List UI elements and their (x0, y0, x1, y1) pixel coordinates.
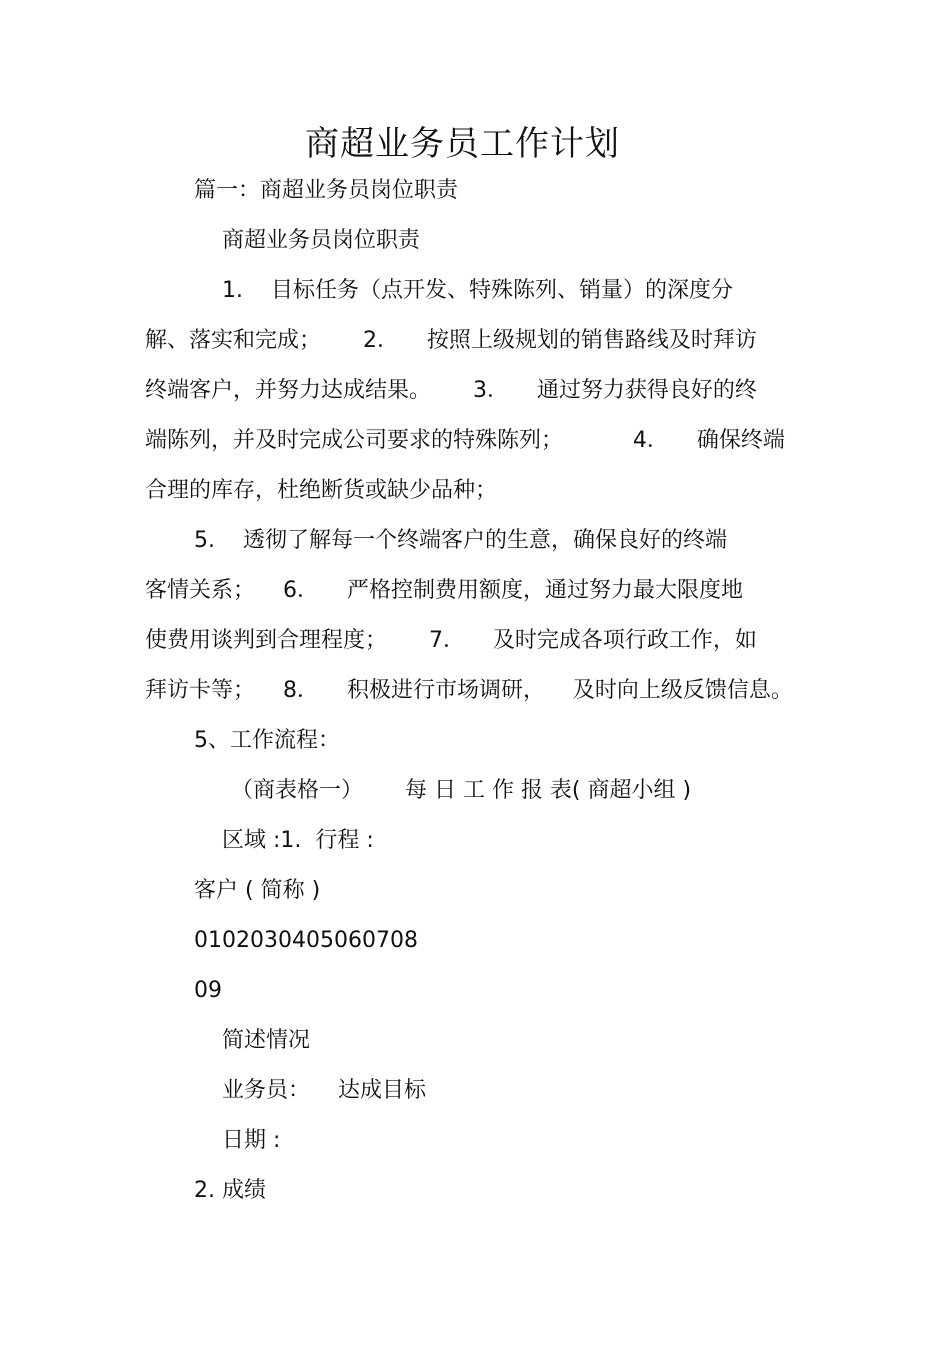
duties-line-6: 5. 透彻了解每一个终端客户的生意，确保良好的终端 (194, 528, 727, 553)
date-label: 日期 : (222, 1128, 281, 1153)
duties-line-4: 端陈列，并及时完成公司要求的特殊陈列； 4． 确保终端 (145, 428, 785, 453)
summary-label: 简述情况 (222, 1028, 311, 1053)
number-row-1: 0102030405060708 (194, 928, 418, 953)
duties-line-3: 终端客户，并努力达成结果。 3． 通过努力获得良好的终 (145, 378, 757, 403)
subheading: 商超业务员岗位职责 (222, 228, 421, 253)
results-label: 2. 成绩 (194, 1178, 266, 1203)
document-title: 商超业务员工作计划 (305, 124, 620, 164)
duties-line-9: 拜访卡等； 8． 积极进行市场调研， 及时向上级反馈信息。 (145, 678, 793, 703)
duties-line-5: 合理的库存，杜绝断货或缺少品种； (145, 478, 498, 503)
duties-line-8: 使费用谈判到合理程度； 7． 及时完成各项行政工作，如 (145, 628, 757, 653)
duties-line-2: 解、落实和完成； 2． 按照上级规划的销售路线及时拜访 (145, 328, 757, 353)
number-row-2: 09 (194, 978, 222, 1003)
duties-line-1: 1. 目标任务（点开发、特殊陈列、销量）的深度分 (222, 278, 733, 303)
form-title: （商表格一） 每 日 工 作 报 表( 商超小组 ) (231, 778, 692, 803)
salesperson-line: 业务员： 达成目标 (222, 1078, 426, 1103)
region-line: 区域 :1. 行程 : (222, 828, 374, 853)
section-heading: 篇一：商超业务员岗位职责 (194, 178, 459, 203)
customer-label: 客户 ( 简称 ) (194, 878, 321, 903)
duties-line-7: 客情关系； 6． 严格控制费用额度，通过努力最大限度地 (145, 578, 743, 603)
workflow-heading: 5、工作流程： (194, 728, 340, 753)
